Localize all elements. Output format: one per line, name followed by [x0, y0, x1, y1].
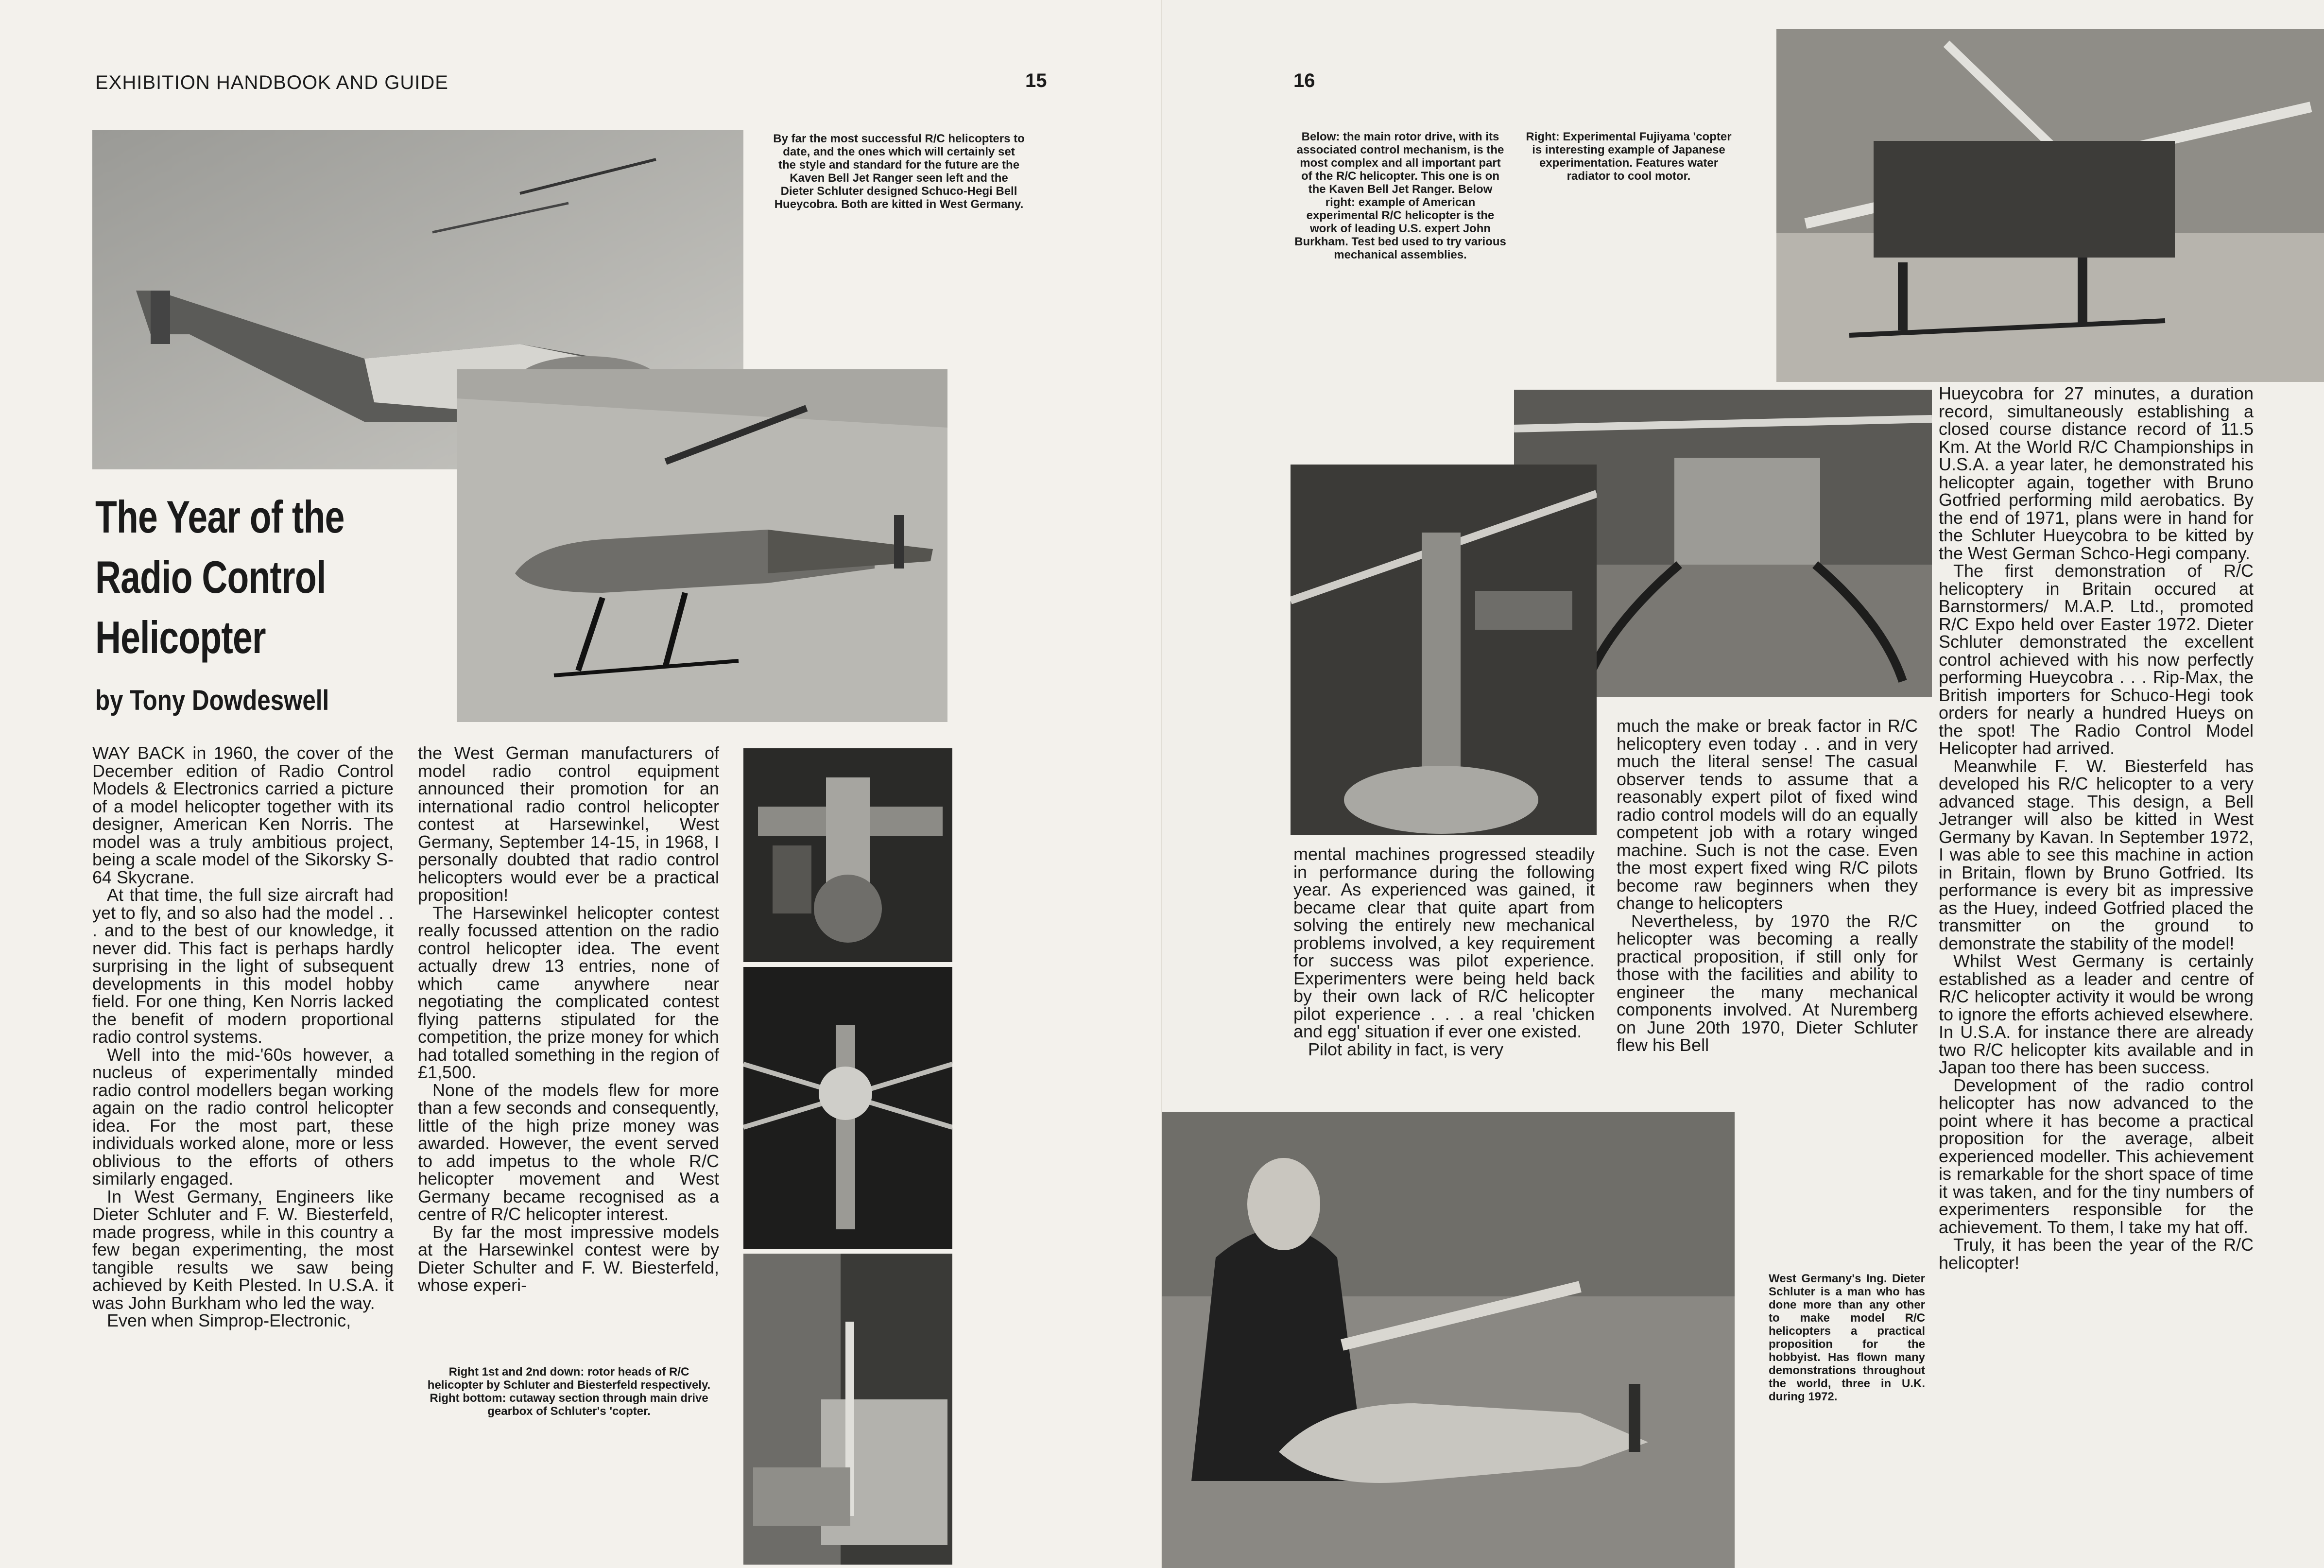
page-number-right: 16: [1293, 70, 1315, 91]
caption-portrait: West Germany's Ing. Dieter Schluter is a man who has done more than any other to make model R/C helicopters a practical proposition for the hobbyist. Has flown many demonstrations throughout the world, three in U.K. during 1972.: [1769, 1272, 1925, 1403]
paragraph: Hueycobra for 27 minutes, a duration record, simultaneously establishing a closed course distance record of 11.5 Km. At the World R/C Championships in U.S.A. a year later, he demonstrated his helicopter again, together with Bruno Gotfried performing mild aerobatics. By the end of 1971, plans were in hand for the Schluter Hueycobra to be kitted by the West German Schco-Hegi company.: [1939, 383, 2254, 563]
byline: by Tony Dowdeswell: [95, 685, 329, 716]
title-line: Helicopter: [95, 612, 266, 663]
paragraph: The Harsewinkel helicopter contest really focussed attention on the radio control helicopter idea. The event actually drew 13 entries, none of which came anywhere near negotiating the complicated contest flying patterns stipulated for the competition, the prize money for which had totalled something in the region of £1,500.: [418, 902, 719, 1082]
running-header: EXHIBITION HANDBOOK AND GUIDE: [95, 72, 448, 93]
photo-rotor-head-biesterfeld: [743, 967, 952, 1249]
paragraph: Development of the radio control helicopter has now advanced to the point where it has become a practical proposition for the average, albeit experienced modeller. This achievement is remarkable for the short space of time it was taken, and for the tiny numbers of experimenters responsible for the achievement. To them, I take my hat off.: [1939, 1075, 2254, 1237]
paragraph: At that time, the full size aircraft had yet to fly, and so also had the model . . . and to the best of our knowledge, it never did. This fact is perhaps hardly surprising in the light of subsequent developments in this model hobby field. For one thing, Ken Norris lacked the benefit of modern proportional radio control systems.: [92, 885, 394, 1047]
photo-rotor-head-schluter: [743, 748, 952, 962]
article-column-5: [1939, 385, 2254, 1272]
photo-dieter-schluter: [1162, 1112, 1735, 1568]
paragraph: Meanwhile F. W. Biesterfeld has developed his R/C helicopter to a very advanced stage. This design, a Bell Jetranger will also be kitted in West Germany by Kavan. In September 1972, I was able to see this machine in action in Britain, flown by Bruno Gotfried. Its performance is every bit as impressive as the Huey, indeed Gotfried placed the transmitter on the ground to demonstrate the stability of the model!: [1939, 756, 2254, 953]
paragraph: the West German manufacturers of model radio control equipment announced their promotion for an international radio control helicopter contest at Harsewinkel, West Germany, September 14-15, in 1968, I personally doubted that radio control helicopters would ever be a practical proposition!: [418, 743, 719, 905]
article-column-4: [1617, 717, 1918, 1054]
paragraph: By far the most impressive models at the Harsewinkel contest were by Dieter Schulter and F. W. Biesterfeld, whose experi-: [418, 1222, 719, 1295]
paragraph: much the make or break factor in R/C helicoptery even today . . and in very much the literal sense! The casual observer tends to assume that a reasonably expert pilot of fixed wind radio control models will do an equally competent job with a rotary winged machine. Such is not the case. Even the most expert fixed wing R/C pilots become raw beginners when they change to helicopters: [1617, 716, 1918, 913]
paragraph: Well into the mid-'60s however, a nucleus of experimentally minded radio control modellers began working again on the radio control helicopter idea. For the most part, these individuals worked alone, more or less oblivious to the efforts of others similarly engaged.: [92, 1044, 394, 1189]
article-column-1: [92, 744, 394, 1330]
paragraph: Pilot ability in fact, is very: [1308, 1039, 1504, 1059]
photo-fujiyama-copter: [1776, 29, 2324, 382]
article-column-2: [418, 744, 719, 1294]
paragraph: WAY BACK in 1960, the cover of the December edition of Radio Control Models & Electronics carried a picture of a model helicopter together with its designer, American Ken Norris. The model was a truly ambitious project, being a scale model of the Sikorsky S-64 Skycrane.: [92, 743, 394, 887]
title-line: Radio Control: [95, 551, 326, 603]
article-column-3: [1293, 845, 1595, 1058]
paragraph: Even when Simprop-Electronic,: [107, 1310, 351, 1330]
paragraph: Truly, it has been the year of the R/C helicopter!: [1939, 1235, 2254, 1273]
caption-bottom: Right 1st and 2nd down: rotor heads of R/C helicopter by Schluter and Biesterfeld respectively. Right bottom: cutaway section through main drive gearbox of Schluter's 'copter.: [427, 1365, 711, 1418]
paragraph: In West Germany, Engineers like Dieter Schluter and F. W. Biesterfeld, made progress, while in this country a few began experimenting, the most tangible results we saw being achieved by Keith Plested. In U.S.A. it was John Burkham who led the way.: [92, 1186, 394, 1313]
paragraph: mental machines progressed steadily in performance during the following year. As experienced was gained, it became clear that quite apart from solving the entirely new mechanical problems involved, a key requirement for success was pilot experience. Experimenters were being held back by their own lack of R/C helicopter pilot experience . . . a real 'chicken and egg' situation if ever one existed.: [1293, 844, 1595, 1041]
paragraph: Nevertheless, by 1970 the R/C helicopter was becoming a really practical proposition, if still only for those with the facilities and ability to engineer the many mechanical components involved. At Nuremberg on June 20th 1970, Dieter Schluter flew his Bell: [1617, 911, 1918, 1055]
photo-hueycobra-flight: [457, 369, 947, 722]
photo-kaven-rotor-drive: [1291, 465, 1597, 835]
right-page: [1162, 0, 2324, 1568]
photo-gearbox-cutaway: [743, 1254, 952, 1565]
title-line: The Year of the: [95, 491, 344, 542]
paragraph: Whilst West Germany is certainly established as a leader and centre of R/C helicopter activity it would be wrong to ignore the efforts achieved elsewhere. In U.S.A. for instance there are already two R/C helicopter kits available and in Japan too there has been success.: [1939, 951, 2254, 1077]
caption-below: Below: the main rotor drive, with its associated control mechanism, is the most complex and all important part of the R/C helicopter. This one is on the Kaven Bell Jet Ranger. Below right: example of American experimental R/C helicopter is the work of leading U.S. expert John Burkham. Test bed used to try various mechanical assemblies.: [1294, 130, 1506, 261]
caption-right: Right: Experimental Fujiyama 'copter is interesting example of Japanese experimentation. Features water radiator to cool motor.: [1526, 130, 1732, 183]
caption-top: By far the most successful R/C helicopters to date, and the ones which will certainly set the style and standard for the future are the Kaven Bell Jet Ranger seen left and the Dieter Schluter designed Schuco-Hegi Bell Hueycobra. Both are kitted in West Germany.: [773, 132, 1025, 211]
article-title: [95, 487, 376, 668]
page-number-left: 15: [1025, 70, 1047, 91]
paragraph: None of the models flew for more than a few seconds and consequently, little of the high prize money was awarded. However, the event served to add impetus to the whole R/C helicopter movement and West Germany became recognised as a centre of R/C helicopter interest.: [418, 1080, 719, 1224]
paragraph: The first demonstration of R/C helicoptery in Britain occured at Barnstormers/ M.A.P. Ltd., promoted R/C Expo held over Easter 1972. Dieter Schluter demonstrated the excellent control achieved with his now perfectly performing Hueycobra . . . Rip-Max, the British importers for Schuco-Hegi took orders for nearly a hundred Hueys on the spot! The Radio Control Model Helicopter had arrived.: [1939, 561, 2254, 758]
